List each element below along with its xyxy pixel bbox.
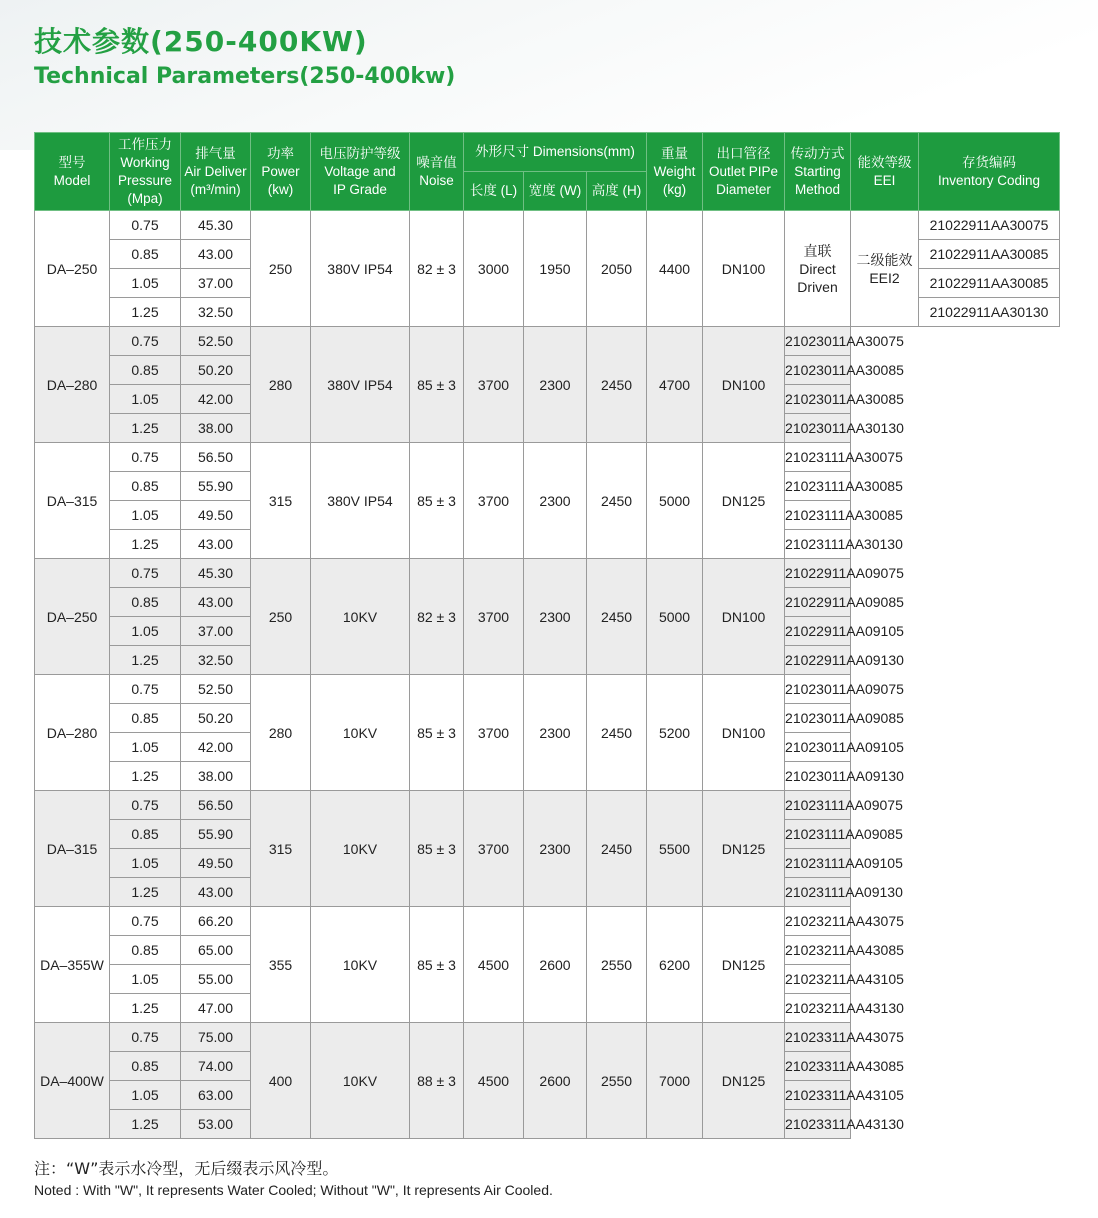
outlet-cell: DN125 [703,791,785,907]
air-delivery-cell: 45.30 [181,559,251,588]
header-inventory-coding: 存货编码 Inventory Coding [919,133,1060,211]
pressure-cell: 0.85 [110,704,181,733]
length-cell: 3700 [464,675,524,791]
width-cell: 2300 [524,791,587,907]
air-delivery-cell: 49.50 [181,849,251,878]
inventory-code-cell: 21023111AA30085 [785,472,851,501]
air-delivery-cell: 47.00 [181,994,251,1023]
inventory-code-cell: 21022911AA30085 [919,269,1060,298]
header-model: 型号 Model [35,133,110,211]
pressure-cell: 0.85 [110,472,181,501]
air-delivery-cell: 55.00 [181,965,251,994]
pressure-cell: 1.05 [110,269,181,298]
inventory-code-cell: 21022911AA09105 [785,617,851,646]
inventory-code-cell: 21023111AA30130 [785,530,851,559]
width-cell: 2300 [524,559,587,675]
length-cell: 4500 [464,907,524,1023]
noise-cell: 88 ± 3 [410,1023,464,1139]
pressure-cell: 0.75 [110,559,181,588]
height-cell: 2550 [587,907,647,1023]
pressure-cell: 1.05 [110,849,181,878]
noise-cell: 85 ± 3 [410,907,464,1023]
inventory-code-cell: 21023011AA30085 [785,385,851,414]
inventory-code-cell: 21023311AA43085 [785,1052,851,1081]
model-cell: DA–250 [35,211,110,327]
model-group [35,327,1060,443]
table-row [35,559,1060,588]
weight-cell: 5000 [647,443,703,559]
inventory-code-cell: 21022911AA30075 [919,211,1060,240]
air-delivery-cell: 32.50 [181,646,251,675]
voltage-cell: 10KV [311,559,410,675]
pressure-cell: 0.75 [110,907,181,936]
air-delivery-cell: 38.00 [181,414,251,443]
inventory-code-cell: 21023011AA30075 [785,327,851,356]
air-delivery-cell: 43.00 [181,530,251,559]
height-cell: 2550 [587,1023,647,1139]
width-cell: 2300 [524,443,587,559]
pressure-cell: 1.05 [110,965,181,994]
inventory-code-cell: 21023311AA43105 [785,1081,851,1110]
note-en: Noted : With "W", It represents Water Cooled; Without "W", It represents Air Cooled. [34,1182,553,1198]
air-delivery-cell: 55.90 [181,820,251,849]
length-cell: 3700 [464,559,524,675]
header-pressure: 工作压力 Working Pressure (Mpa) [110,133,181,211]
noise-cell: 85 ± 3 [410,791,464,907]
width-cell: 2600 [524,907,587,1023]
eei-text: 二级能效 [856,251,913,268]
model-group [35,675,1060,791]
header-weight: 重量 Weight (kg) [647,133,703,211]
voltage-cell: 10KV [311,907,410,1023]
height-cell: 2450 [587,559,647,675]
air-delivery-cell: 56.50 [181,443,251,472]
starting-method-text: Direct [799,260,836,277]
voltage-cell: 10KV [311,791,410,907]
table-header [35,133,1060,211]
inventory-code-cell: 21023011AA09130 [785,762,851,791]
air-delivery-cell: 38.00 [181,762,251,791]
noise-cell: 85 ± 3 [410,675,464,791]
weight-cell: 5200 [647,675,703,791]
air-delivery-cell: 37.00 [181,617,251,646]
voltage-cell: 380V IP54 [311,443,410,559]
pressure-cell: 0.75 [110,1023,181,1052]
length-cell: 3700 [464,791,524,907]
page-title-en: Technical Parameters(250-400kw) [34,64,456,89]
outlet-cell: DN100 [703,327,785,443]
pressure-cell: 1.25 [110,878,181,907]
power-cell: 355 [251,907,311,1023]
inventory-code-cell: 21023111AA09105 [785,849,851,878]
inventory-code-cell: 21022911AA30130 [919,298,1060,327]
voltage-cell: 10KV [311,675,410,791]
inventory-code-cell: 21023211AA43105 [785,965,851,994]
table-row [35,675,1060,704]
inventory-code-cell: 21023211AA43075 [785,907,851,936]
outlet-cell: DN125 [703,907,785,1023]
header-height: 高度 (H) [587,172,647,211]
model-group [35,1023,1060,1139]
model-group [35,791,1060,907]
pressure-cell: 1.05 [110,385,181,414]
air-delivery-cell: 43.00 [181,878,251,907]
pressure-cell: 1.05 [110,733,181,762]
starting-method-cell [785,211,851,327]
outlet-cell: DN100 [703,675,785,791]
pressure-cell: 1.25 [110,530,181,559]
header-outlet: 出口管径 Outlet PIPe Diameter [703,133,785,211]
pressure-cell: 0.75 [110,675,181,704]
header-air-delivery: 排气量 Air Deliver (m³/min) [181,133,251,211]
weight-cell: 4700 [647,327,703,443]
power-cell: 250 [251,211,311,327]
air-delivery-cell: 55.90 [181,472,251,501]
header-eei: 能效等级 EEI [851,133,919,211]
air-delivery-cell: 65.00 [181,936,251,965]
outlet-cell: DN100 [703,211,785,327]
pressure-cell: 0.85 [110,936,181,965]
inventory-code-cell: 21023111AA09075 [785,791,851,820]
inventory-code-cell: 21022911AA30085 [919,240,1060,269]
header-voltage: 电压防护等级 Voltage and IP Grade [311,133,410,211]
model-cell: DA–400W [35,1023,110,1139]
inventory-code-cell: 21023111AA30085 [785,501,851,530]
pressure-cell: 1.05 [110,501,181,530]
power-cell: 280 [251,675,311,791]
air-delivery-cell: 49.50 [181,501,251,530]
height-cell: 2050 [587,211,647,327]
inventory-code-cell: 21022911AA09075 [785,559,851,588]
model-cell: DA–355W [35,907,110,1023]
air-delivery-cell: 66.20 [181,907,251,936]
weight-cell: 7000 [647,1023,703,1139]
inventory-code-cell: 21023111AA30075 [785,443,851,472]
power-cell: 250 [251,559,311,675]
noise-cell: 85 ± 3 [410,443,464,559]
pressure-cell: 0.75 [110,443,181,472]
voltage-cell: 380V IP54 [311,211,410,327]
pressure-cell: 0.85 [110,240,181,269]
power-cell: 315 [251,443,311,559]
note-cn: 注：“W”表示水冷型，无后缀表示风冷型。 [34,1159,339,1178]
noise-cell: 85 ± 3 [410,327,464,443]
header-starting-method: 传动方式 Starting Method [785,133,851,211]
pressure-cell: 1.05 [110,617,181,646]
pressure-cell: 1.25 [110,1110,181,1139]
inventory-code-cell: 21023111AA09130 [785,878,851,907]
pressure-cell: 1.25 [110,646,181,675]
model-cell: DA–280 [35,675,110,791]
air-delivery-cell: 45.30 [181,211,251,240]
technical-parameters-table [34,132,1060,1139]
power-cell: 280 [251,327,311,443]
width-cell: 2300 [524,327,587,443]
model-cell: DA–315 [35,443,110,559]
pressure-cell: 0.85 [110,356,181,385]
table-row [35,211,1060,240]
weight-cell: 6200 [647,907,703,1023]
table-row [35,791,1060,820]
width-cell: 2600 [524,1023,587,1139]
pressure-cell: 1.25 [110,762,181,791]
model-group [35,907,1060,1023]
inventory-code-cell: 21023211AA43130 [785,994,851,1023]
pressure-cell: 0.75 [110,211,181,240]
air-delivery-cell: 53.00 [181,1110,251,1139]
outlet-cell: DN125 [703,1023,785,1139]
air-delivery-cell: 74.00 [181,1052,251,1081]
pressure-cell: 0.75 [110,327,181,356]
inventory-code-cell: 21023311AA43075 [785,1023,851,1052]
height-cell: 2450 [587,675,647,791]
inventory-code-cell: 21023011AA09085 [785,704,851,733]
header-power: 功率 Power (kw) [251,133,311,211]
height-cell: 2450 [587,791,647,907]
page-title-cn: 技术参数(250-400KW) [34,25,368,58]
header-length: 长度 (L) [464,172,524,211]
inventory-code-cell: 21023311AA43130 [785,1110,851,1139]
pressure-cell: 0.85 [110,588,181,617]
length-cell: 3700 [464,443,524,559]
air-delivery-cell: 52.50 [181,675,251,704]
power-cell: 315 [251,791,311,907]
width-cell: 1950 [524,211,587,327]
header-noise: 噪音值 Noise [410,133,464,211]
length-cell: 3000 [464,211,524,327]
model-cell: DA–250 [35,559,110,675]
outlet-cell: DN125 [703,443,785,559]
air-delivery-cell: 56.50 [181,791,251,820]
power-cell: 400 [251,1023,311,1139]
model-group [35,211,1060,327]
noise-cell: 82 ± 3 [410,559,464,675]
air-delivery-cell: 43.00 [181,588,251,617]
pressure-cell: 1.25 [110,994,181,1023]
length-cell: 4500 [464,1023,524,1139]
length-cell: 3700 [464,327,524,443]
pressure-cell: 1.25 [110,298,181,327]
air-delivery-cell: 52.50 [181,327,251,356]
table-row [35,1023,1060,1052]
inventory-code-cell: 21023011AA09075 [785,675,851,704]
inventory-code-cell: 21023011AA30085 [785,356,851,385]
starting-method-text: Driven [797,278,838,295]
table-row [35,327,1060,356]
inventory-code-cell: 21022911AA09130 [785,646,851,675]
weight-cell: 5500 [647,791,703,907]
header-width: 宽度 (W) [524,172,587,211]
air-delivery-cell: 50.20 [181,356,251,385]
pressure-cell: 1.25 [110,414,181,443]
air-delivery-cell: 37.00 [181,269,251,298]
table-row [35,443,1060,472]
eei-cell [851,211,919,327]
pressure-cell: 1.05 [110,1081,181,1110]
model-group [35,443,1060,559]
starting-method-text: 直联 [803,242,832,259]
inventory-code-cell: 21022911AA09085 [785,588,851,617]
inventory-code-cell: 21023011AA09105 [785,733,851,762]
model-cell: DA–315 [35,791,110,907]
height-cell: 2450 [587,327,647,443]
air-delivery-cell: 32.50 [181,298,251,327]
weight-cell: 4400 [647,211,703,327]
header-dimensions: 外形尺寸 Dimensions(mm) [464,133,647,172]
inventory-code-cell: 21023111AA09085 [785,820,851,849]
voltage-cell: 380V IP54 [311,327,410,443]
weight-cell: 5000 [647,559,703,675]
voltage-cell: 10KV [311,1023,410,1139]
eei-text: EEI2 [869,269,900,286]
air-delivery-cell: 75.00 [181,1023,251,1052]
air-delivery-cell: 42.00 [181,385,251,414]
air-delivery-cell: 50.20 [181,704,251,733]
outlet-cell: DN100 [703,559,785,675]
air-delivery-cell: 63.00 [181,1081,251,1110]
pressure-cell: 0.85 [110,1052,181,1081]
height-cell: 2450 [587,443,647,559]
air-delivery-cell: 43.00 [181,240,251,269]
pressure-cell: 0.75 [110,791,181,820]
air-delivery-cell: 42.00 [181,733,251,762]
pressure-cell: 0.85 [110,820,181,849]
model-group [35,559,1060,675]
inventory-code-cell: 21023011AA30130 [785,414,851,443]
model-cell: DA–280 [35,327,110,443]
inventory-code-cell: 21023211AA43085 [785,936,851,965]
width-cell: 2300 [524,675,587,791]
table-row [35,907,1060,936]
noise-cell: 82 ± 3 [410,211,464,327]
